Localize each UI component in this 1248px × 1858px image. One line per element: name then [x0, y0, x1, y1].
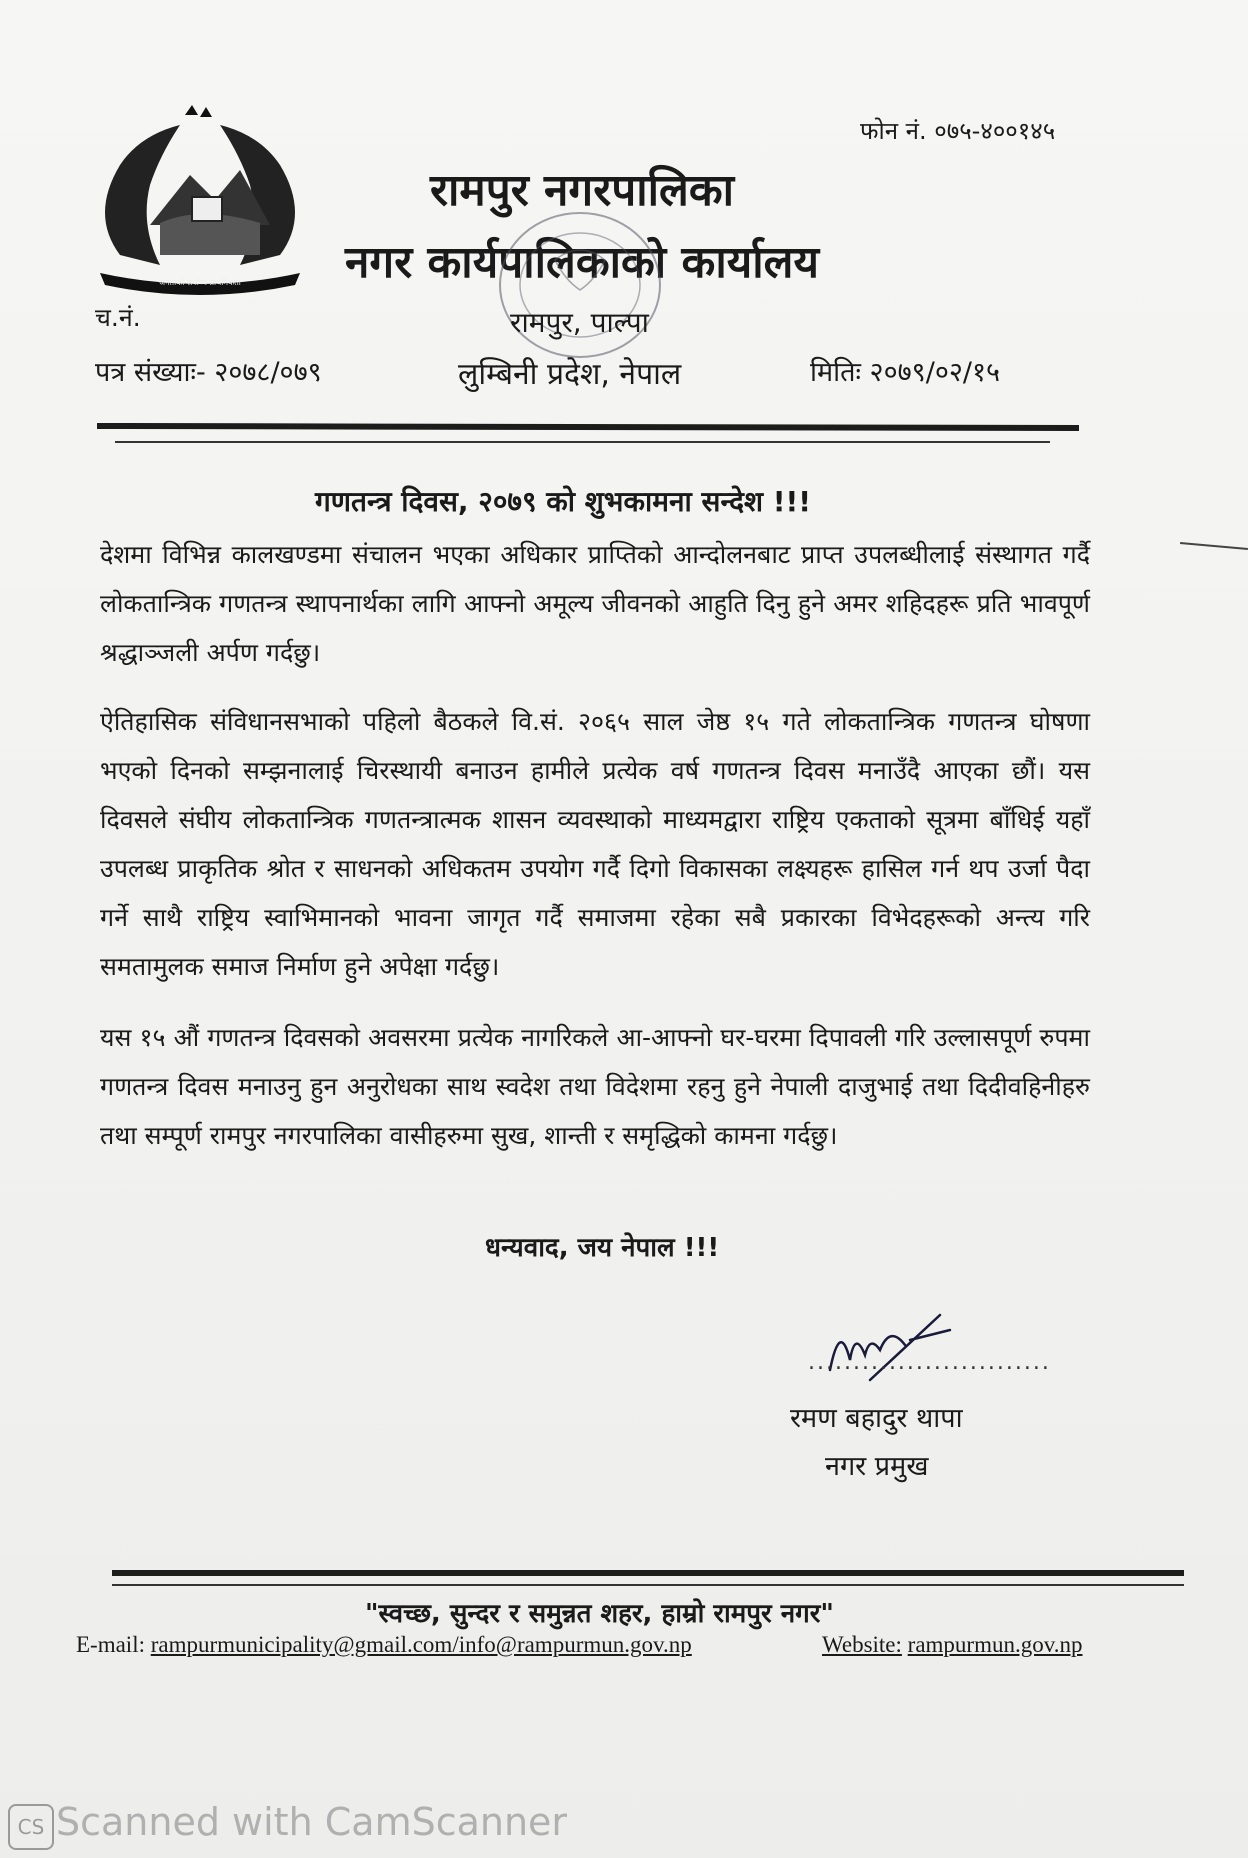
organization-name: रामपुर नगरपालिका [430, 165, 735, 216]
email-link[interactable]: rampurmunicipality@gmail.com/info@rampurmun.gov.np [150, 1632, 692, 1657]
closing-greeting: धन्यवाद, जय नेपाल !!! [485, 1233, 720, 1263]
signatory-name: रमण बहादुर थापा [790, 1403, 963, 1434]
province-country: लुम्बिनी प्रदेश, नेपाल [458, 357, 682, 392]
footer-website [822, 1632, 1082, 1658]
nepal-emblem-logo [80, 105, 320, 295]
scanner-watermark: Scanned with CamScanner [56, 1800, 568, 1844]
reference-ch-no: च.नं. [95, 303, 141, 332]
letter-date: मितिः २०७९/०२/१५ [810, 357, 1001, 388]
paragraph-2: ऐतिहासिक संविधानसभाको पहिलो बैठकले वि.सं. २०६५ साल जेष्ठ १५ गते लोकतान्त्रिक गणतन्त्र घोषणा भएको दिनको सम्झनालाई चिरस्थायी बनाउन हामीले प्रत्येक वर्ष गणतन्त्र दिवस मनाउँदै आएका छौं। यस दिवसले संघीय लोकतान्त्रिक गणतन्त्रात्मक शासन व्यवस्थाको माध्यमद्वारा राष्ट्रिय एकताको सूत्रमा बाँधिई यहाँ उपलब्ध प्राकृतिक श्रोत र साधनको अधिकतम उपयोग गर्दै दिगो विकासका लक्ष्यहरू हासिल गर्न थप उर्जा पैदा गर्ने साथै राष्ट्रिय स्वाभिमानको भावना जागृत गर्दै समाजमा रहेका सबै प्रकारका विभेदहरूको अन्त्य गरि समतामुलक समाज निर्माण हुने अपेक्षा गर्दछु। [100, 707, 1090, 981]
letter-number: पत्र संख्याः- २०७८/०७९ [95, 357, 322, 388]
paragraph-1: देशमा विभिन्न कालखण्डमा संचालन भएका अधिकार प्राप्तिको आन्दोलनबाट प्राप्त उपलब्धीलाई संस्थागत गर्दै लोकतान्त्रिक गणतन्त्र स्थापनार्थका लागि आफ्नो अमूल्य जीवनको आहुति दिनु हुने अमर शहिदहरू प्रति भावपूर्ण श्रद्धाञ्जली अर्पण गर्दछु। [100, 540, 1090, 667]
office-stamp [485, 200, 675, 370]
signature-line: ........................... [808, 1350, 1051, 1375]
footer-slogan: "स्वच्छ, सुन्दर र समुन्नत शहर, हाम्रो रामपुर नगर" [365, 1599, 834, 1629]
margin-pen-mark [1180, 542, 1248, 550]
email-label: E-mail: [76, 1632, 145, 1657]
header-divider-thin [115, 441, 1050, 443]
footer-email [76, 1632, 692, 1658]
message-title: गणतन्त्र दिवस, २०७९ को शुभकामना सन्देश !!! [315, 485, 812, 518]
camscanner-logo-icon: CS [8, 1804, 54, 1850]
footer-divider-thin [112, 1584, 1184, 1586]
website-label: Website: [822, 1632, 902, 1657]
emblem-motto-text: जनताको सर्वोच्च प्राथमिकता [159, 278, 241, 287]
header-divider-thick [97, 423, 1079, 431]
office-name: नगर कार्यपालिकाको कार्यालय [345, 237, 819, 288]
signatory-title: नगर प्रमुख [825, 1451, 929, 1482]
paragraph-3: यस १५ औं गणतन्त्र दिवसको अवसरमा प्रत्येक नागरिकले आ-आफ्नो घर-घरमा दिपावली गरि उल्लासपूर्ण रुपमा गणतन्त्र दिवस मनाउनु हुन अनुरोधका साथ स्वदेश तथा विदेशमा रहनु हुने नेपाली दाजुभाई तथा दिदीवहिनीहरु तथा सम्पूर्ण रामपुर नगरपालिका वासीहरुमा सुख, शान्ती र समृद्धिको कामना गर्दछु। [100, 1023, 1090, 1150]
city-name: रामपुर, पाल्पा [510, 306, 649, 339]
website-link[interactable]: rampurmun.gov.np [907, 1632, 1083, 1657]
footer-divider-thick [112, 1570, 1184, 1576]
phone-number: फोन नं. ०७५-४००१४५ [860, 117, 1056, 145]
